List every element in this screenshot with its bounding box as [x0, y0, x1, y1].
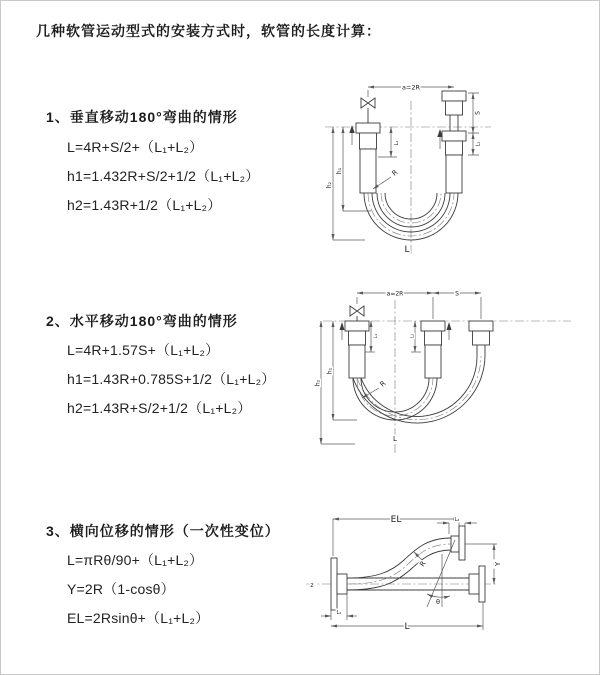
dimension-L2 [437, 517, 477, 534]
centerlines [325, 101, 491, 254]
dim-label-r: R [418, 559, 428, 569]
hose-end-left [345, 321, 369, 378]
dimension-a-2R [368, 83, 454, 97]
radius-leader [373, 168, 400, 189]
hose-end-middle [421, 321, 445, 378]
flange-left [331, 558, 347, 610]
dim-label-l1: L₁ [336, 610, 342, 616]
dim-label-a2r: a=2R [386, 290, 404, 298]
hose-end-left [356, 123, 380, 193]
hose-straight [347, 566, 485, 602]
section-2-formula-h1: h1=1.43R+0.785S+1/2（L₁+L₂） [67, 371, 276, 387]
dim-label-l2: L₂ [475, 141, 482, 147]
dimension-L1 [321, 594, 357, 620]
section-1-formula-h2: h2=1.43R+1/2（L₁+L₂） [67, 197, 222, 213]
dim-label-s: S [455, 290, 459, 298]
section-1-heading: 1、垂直移动180°弯曲的情形 [46, 109, 238, 125]
dim-label-theta: θ [436, 598, 440, 606]
dim-label-r: R [378, 379, 388, 389]
dimension-L2 [410, 321, 422, 352]
dimension-L1 [378, 127, 400, 157]
section-3-heading: 3、横向位移的情形（一次性变位） [46, 523, 280, 539]
section-2-heading: 2、水平移动180°弯曲的情形 [46, 313, 238, 329]
dim-label-h2: h₂ [314, 379, 322, 387]
dim-label-h2: h₂ [326, 181, 333, 189]
dim-label-length: L [404, 622, 410, 632]
dim-label-l2: L₂ [454, 517, 460, 523]
dim-label-l1: L₁ [374, 333, 379, 339]
section-1-formula-L: L=4R+S/2+（L₁+L₂） [67, 139, 204, 155]
dimension-L2 [473, 133, 482, 155]
dimension-a-2R [357, 290, 481, 319]
dim-label-h1: h₁ [326, 367, 334, 375]
hose-u-bend [353, 356, 485, 423]
radius-leader [414, 552, 428, 568]
dimension-S [433, 290, 481, 297]
section-3-formula-EL: EL=2Rsinθ+（L₁+L₂） [67, 610, 210, 626]
dim-label-r: R [390, 168, 400, 178]
diagram-lateral-displacement [301, 504, 600, 649]
diagram-horizontal-180-bend [309, 278, 600, 460]
valve-icon [361, 98, 375, 123]
section-2-formula-h2: h2=1.43R+S/2+1/2（L₁+L₂） [67, 400, 252, 416]
dim-label-length: L [393, 435, 397, 443]
hose-end-right-shifted [469, 321, 493, 356]
dimension-EL [333, 515, 459, 556]
angle-theta [427, 540, 455, 607]
dim-label-l2: L₂ [410, 333, 416, 339]
dim-label-y: Y [494, 561, 502, 567]
dim-label-h1: h₁ [336, 167, 343, 175]
dim-label-a2r: a=2R [401, 83, 421, 92]
section-3-formula-L: L=πRθ/90+（L₁+L₂） [67, 552, 204, 568]
page-title: 几种软管运动型式的安装方式时，软管的长度计算： [36, 23, 381, 39]
dim-label-l1: L₁ [394, 140, 400, 146]
dim-label-el: EL [390, 515, 402, 525]
dim-label-length: L [404, 245, 410, 255]
valve-icon [350, 306, 364, 321]
axis-break-mark: z [310, 582, 314, 589]
hose-end-right [442, 91, 466, 193]
dimension-L [331, 602, 483, 632]
section-2-formula-L: L=4R+1.57S+（L₁+L₂） [67, 342, 220, 358]
dim-label-s: S [474, 111, 482, 115]
diagram-vertical-180-bend [311, 71, 591, 259]
section-1-formula-h1: h1=1.432R+S/2+1/2（L₁+L₂） [67, 168, 260, 184]
section-3-formula-Y: Y=2R（1-cosθ） [67, 581, 175, 597]
